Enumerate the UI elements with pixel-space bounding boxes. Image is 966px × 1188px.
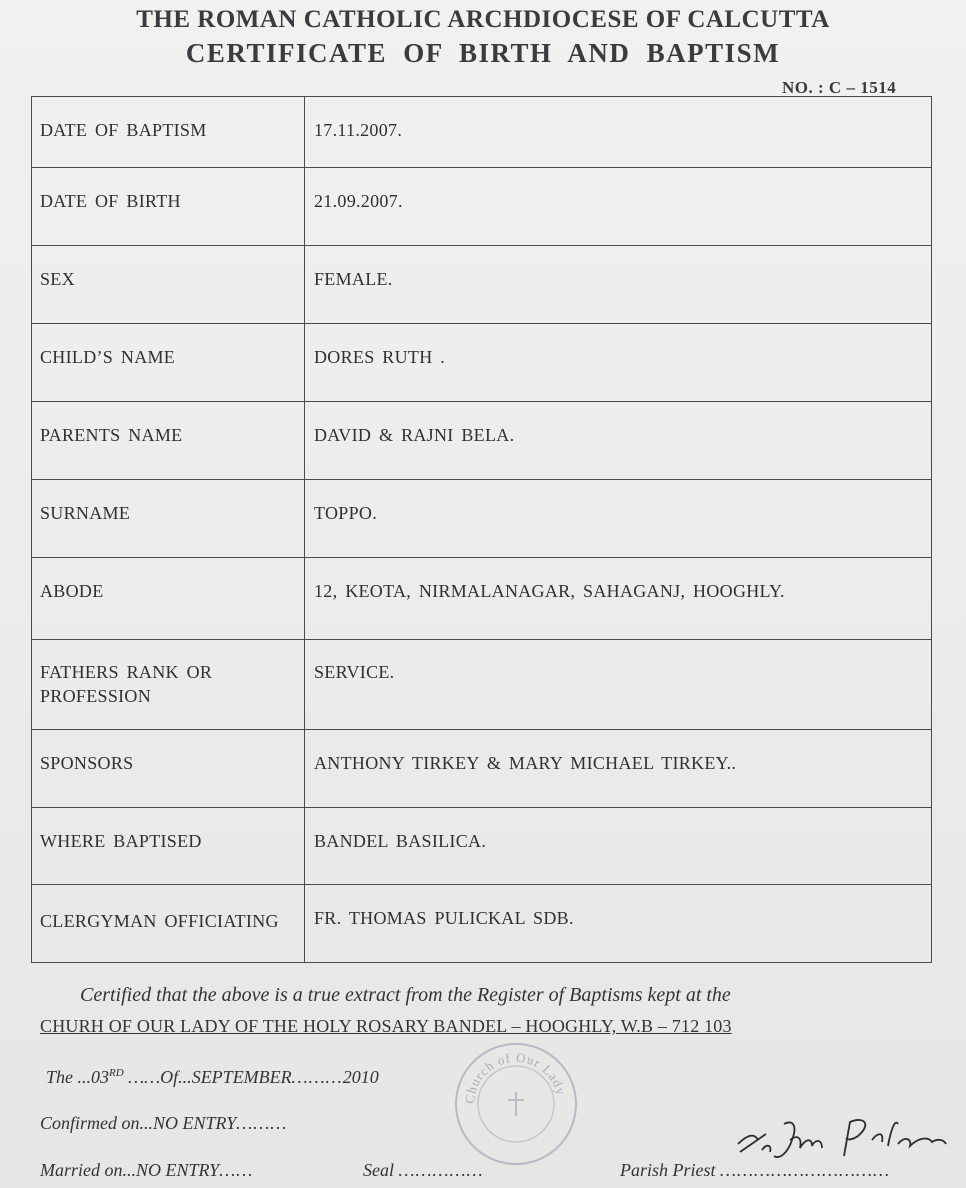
- issue-day: 03: [91, 1067, 109, 1087]
- table-row: [32, 480, 932, 558]
- table-row: [32, 402, 932, 480]
- field-value: 17.11.2007.: [305, 97, 932, 168]
- church-seal-stamp: [452, 1040, 580, 1168]
- year-separator: ………: [291, 1067, 343, 1087]
- field-value: TOPPO.: [305, 480, 932, 558]
- field-value: ANTHONY TIRKEY & MARY MICHAEL TIRKEY..: [305, 730, 932, 808]
- field-label: SPONSORS: [32, 730, 305, 808]
- married-line: [40, 1160, 253, 1181]
- confirmed-value: NO ENTRY: [153, 1113, 237, 1133]
- table-row: [32, 640, 932, 730]
- certificate-title: CERTIFICATE OF BIRTH AND BAPTISM: [185, 38, 781, 68]
- parish-priest-dots: …………………………: [720, 1160, 891, 1180]
- seal-dots: ……………: [398, 1160, 484, 1180]
- field-value: SERVICE.: [305, 640, 932, 730]
- confirmed-line: [40, 1113, 287, 1134]
- field-value: DAVID & RAJNI BELA.: [305, 402, 932, 480]
- field-label: WHERE BAPTISED: [32, 808, 305, 885]
- seal-text: Church of Our Lady: [461, 1049, 569, 1105]
- field-label: PARENTS NAME: [32, 402, 305, 480]
- issue-day-suffix: RD: [109, 1067, 124, 1079]
- field-value: FEMALE.: [305, 246, 932, 324]
- parish-priest-signature: [732, 1110, 962, 1170]
- table-row: [32, 324, 932, 402]
- confirmed-label: Confirmed on...: [40, 1113, 154, 1133]
- table-row: [32, 168, 932, 246]
- married-label: Married on...: [40, 1160, 136, 1180]
- parish-priest-label: Parish Priest: [620, 1160, 716, 1180]
- married-dots: ……: [219, 1160, 254, 1180]
- table-row: [32, 730, 932, 808]
- field-value: BANDEL BASILICA.: [305, 808, 932, 885]
- certification-statement: Certified that the above is a true extract from the Register of Baptisms kept at the: [80, 984, 731, 1006]
- field-value: 12, KEOTA, NIRMALANAGAR, SAHAGANJ, HOOGHLY.: [305, 558, 932, 640]
- confirmed-dots: ………: [236, 1113, 288, 1133]
- the-label: The ...: [46, 1067, 91, 1087]
- table-row: [32, 246, 932, 324]
- field-label: DATE OF BIRTH: [32, 168, 305, 246]
- table-row: [32, 97, 932, 168]
- table-row: [32, 885, 932, 963]
- certificate-number: NO. : C – 1514: [782, 78, 897, 97]
- field-label: DATE OF BAPTISM: [32, 97, 305, 168]
- field-value: FR. THOMAS PULICKAL SDB.: [305, 885, 932, 963]
- field-label: SEX: [32, 246, 305, 324]
- field-label: ABODE: [32, 558, 305, 640]
- of-label: ……Of...: [128, 1067, 192, 1087]
- issue-date-line: [46, 1067, 379, 1088]
- issue-year: 2010: [342, 1067, 379, 1087]
- field-label: CHILD’S NAME: [32, 324, 305, 402]
- field-value: DORES RUTH .: [305, 324, 932, 402]
- field-value: 21.09.2007.: [305, 168, 932, 246]
- field-label: CLERGYMAN OFFICIATING: [32, 885, 305, 963]
- baptism-record-table: [31, 96, 932, 963]
- table-row: [32, 808, 932, 885]
- church-address: CHURH OF OUR LADY OF THE HOLY ROSARY BANDEL – HOOGHLY, W.B – 712 103: [40, 1016, 732, 1036]
- field-label: FATHERS RANK OR PROFESSION: [32, 640, 305, 730]
- table-row: [32, 558, 932, 640]
- archdiocese-title: THE ROMAN CATHOLIC ARCHDIOCESE OF CALCUTTA: [136, 6, 830, 33]
- seal-label: Seal: [363, 1160, 394, 1180]
- field-label: SURNAME: [32, 480, 305, 558]
- issue-month: SEPTEMBER: [191, 1067, 292, 1087]
- married-value: NO ENTRY: [136, 1160, 220, 1180]
